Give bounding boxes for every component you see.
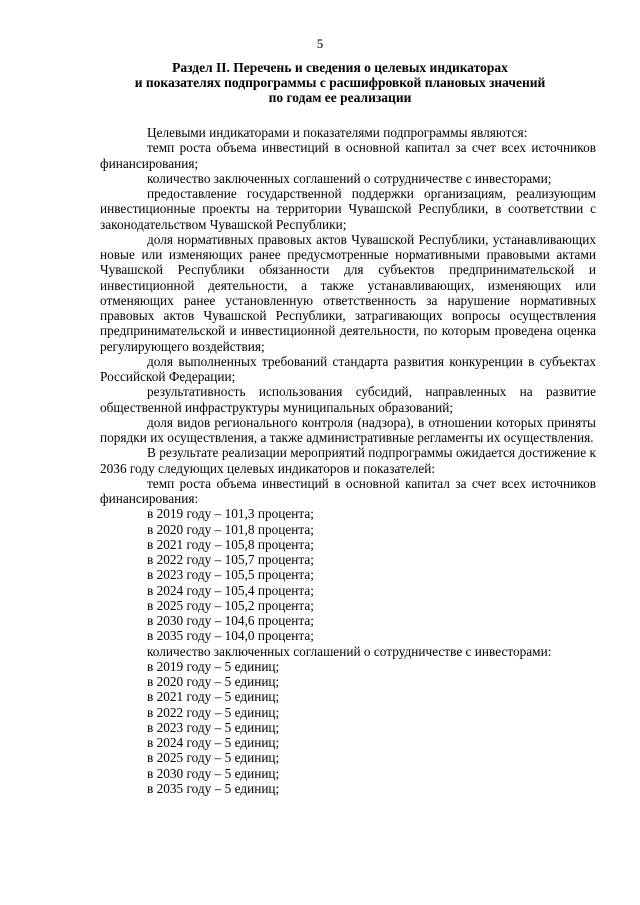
agreements-item: в 2035 году – 5 единиц; (147, 780, 280, 796)
agreements-item: в 2021 году – 5 единиц; (147, 689, 280, 705)
agreements-item: в 2019 году – 5 единиц; (147, 658, 280, 674)
investment-growth-item: в 2030 году – 104,6 процента; (147, 613, 314, 628)
investment-growth-item: в 2019 году – 101,3 процента; (147, 506, 314, 522)
page-number: 5 (316, 36, 324, 51)
investment-growth-item: в 2022 году – 105,7 процента; (147, 552, 314, 567)
indicator-regulatory-acts: доля нормативных правовых актов Чувашской Республики, устанавливающих новые или изменяющих ранее предусмотренные нормативными правовыми актами Чувашской Республики обязанности для субъектов предпринимательской и инвестиционной деятельности, а также устанавливающих, изменяющих или отменяющих ранее установленную ответственность за нарушение нормативных правовых актов Чувашской Республики, затрагивающих вопросы осуществления предпринимательской и инвестиционной деятельности, по которым проведена оценка регулирующего воздействия; (100, 231, 596, 354)
investment-growth-item: в 2023 году – 105,5 процента; (147, 567, 314, 583)
investment-growth-item: в 2024 году – 105,4 процента; (147, 582, 314, 598)
expected-results-paragraph: В результате реализации мероприятий подпрограммы ожидается достижение к 2036 году следующих целевых индикаторов и показателей: (100, 445, 596, 476)
intro-paragraph: Целевыми индикаторами и показателями подпрограммы являются: (147, 125, 528, 140)
agreements-item: в 2025 году – 5 единиц; (147, 750, 280, 766)
indicator-subsidies: результативность использования субсидий, направленных на развитие общественной инфраструктуры муниципальных образований; (100, 384, 596, 415)
agreements-item: в 2022 году – 5 единиц; (147, 704, 280, 720)
indicator-investment-growth: темп роста объема инвестиций в основной капитал за счет всех источников финансирования; (100, 140, 596, 171)
investment-growth-item: в 2025 году – 105,2 процента; (147, 597, 314, 613)
indicator-state-support: предоставление государственной поддержки организациям, реализующим инвестиционные проекты на территории Чувашской Республики, в соответствии с законодательством Чувашской Республики; (100, 186, 596, 232)
section-title-line-1: Раздел II. Перечень и сведения о целевых индикаторах (172, 60, 508, 75)
investment-growth-heading: темп роста объема инвестиций в основной капитал за счет всех источников финансирования: (100, 475, 596, 506)
document-body (100, 125, 596, 796)
section-title-line-2: и показателях подпрограммы с расшифровкой плановых значений (134, 75, 546, 90)
section-title (100, 60, 580, 105)
agreements-item: в 2030 году – 5 единиц; (147, 765, 280, 781)
agreements-item: в 2024 году – 5 единиц; (147, 735, 280, 750)
indicator-agreements: количество заключенных соглашений о сотрудничестве с инвесторами; (147, 170, 552, 186)
investment-growth-item: в 2020 году – 101,8 процента; (147, 521, 314, 537)
indicator-regional-control: доля видов регионального контроля (надзора), в отношении которых приняты порядки их осуществления, а также административные регламенты их осуществления. (100, 414, 596, 445)
agreements-item: в 2023 году – 5 единиц; (147, 719, 280, 735)
agreements-item: в 2020 году – 5 единиц; (147, 674, 280, 689)
investment-growth-item: в 2021 году – 105,8 процента; (147, 536, 314, 552)
investment-growth-item: в 2035 году – 104,0 процента; (147, 628, 314, 644)
agreements-heading: количество заключенных соглашений о сотрудничестве с инвесторами: (147, 643, 552, 659)
section-title-line-3: по годам ее реализации (268, 90, 412, 105)
indicator-competition-standard: доля выполненных требований стандарта развития конкуренции в субъектах Российской Федерации; (100, 353, 596, 384)
